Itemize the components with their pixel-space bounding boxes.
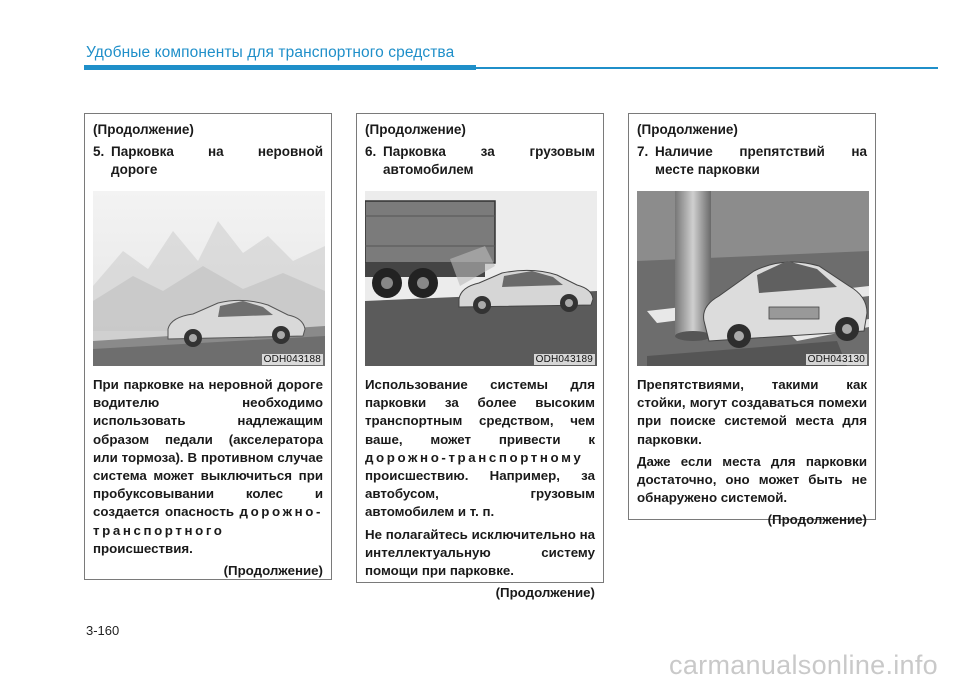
item-number: 5. [93, 144, 105, 159]
item-title-line1: Парковка за грузовым [383, 144, 595, 159]
car-near-pillar-illustration [637, 191, 869, 366]
body-paragraph: Не полагайтесь исключительно на интеллектуальную систему помощи при парковке. [365, 526, 595, 579]
item-number: 7. [637, 144, 649, 159]
item-title-line1: Наличие препятствий на [655, 144, 867, 159]
panel-uneven-road [84, 113, 332, 580]
item-heading [93, 143, 323, 179]
panel-obstacles [628, 113, 876, 528]
figure-code: ODH043130 [807, 354, 865, 365]
panel-behind-truck [356, 113, 604, 601]
item-title [655, 143, 867, 179]
continued-label: (Продолжение) [93, 122, 194, 137]
panel-body [637, 376, 867, 507]
body-text-part: дорожно-транспортному [365, 449, 584, 465]
continues-label: (Продолжение) [767, 512, 867, 528]
continues-label: (Продолжение) [495, 585, 595, 601]
item-heading [365, 143, 595, 179]
header-rule-thick [84, 65, 476, 70]
item-title-line2: автомобилем [383, 162, 474, 177]
continued-label: (Продолжение) [365, 122, 466, 137]
item-title-line1: Парковка на неровной [111, 144, 323, 159]
body-paragraph [365, 376, 595, 522]
body-text-part: Использование системы для парковки за более высоким транспортным средством, чем ваше, может привести к [365, 377, 595, 447]
figure-code: ODH043188 [263, 354, 321, 365]
figure-uneven-road [93, 191, 325, 366]
watermark: carmanualsonline.info [669, 650, 938, 680]
section-title: Удобные компоненты для транспортного средства [86, 44, 455, 61]
header-rule-thin [476, 67, 938, 69]
body-text-part: дорожно-транспортного [93, 504, 323, 538]
car-behind-truck-illustration [365, 191, 597, 366]
body-paragraph [93, 376, 323, 558]
body-text-part: происшествию. Например, за автобусом, грузовым автомобилем и т. п. [365, 468, 595, 520]
item-title-line2: месте парковки [655, 162, 760, 177]
item-title-line2: дороге [111, 162, 158, 177]
continues-label: (Продолжение) [223, 563, 323, 579]
figure-obstacles [637, 191, 869, 366]
page-number: 3-160 [86, 623, 120, 638]
item-title [111, 143, 323, 179]
car-on-uneven-road-illustration [93, 191, 325, 366]
figure-behind-truck [365, 191, 597, 366]
item-number: 6. [365, 144, 377, 159]
item-title [383, 143, 595, 179]
panel-body [365, 376, 595, 580]
continued-label: (Продолжение) [637, 122, 738, 137]
panel-body [93, 376, 323, 558]
item-heading [637, 143, 867, 179]
body-paragraph: Даже если места для парковки достаточно, оно может быть не обнаружено системой. [637, 453, 867, 506]
body-text-part: При парковке на неровной дороге водителю необходимо использовать надлежащим образом педали (акселератора или тормоза). В противном случае система может выключиться при пробуксовывании колес и создается опасность [93, 377, 323, 520]
figure-code: ODH043189 [535, 354, 593, 365]
body-text-part: происшествия. [93, 540, 193, 556]
body-paragraph: Препятствиями, такими как стойки, могут создаваться помехи при поиске системой места для парковки. [637, 377, 867, 447]
